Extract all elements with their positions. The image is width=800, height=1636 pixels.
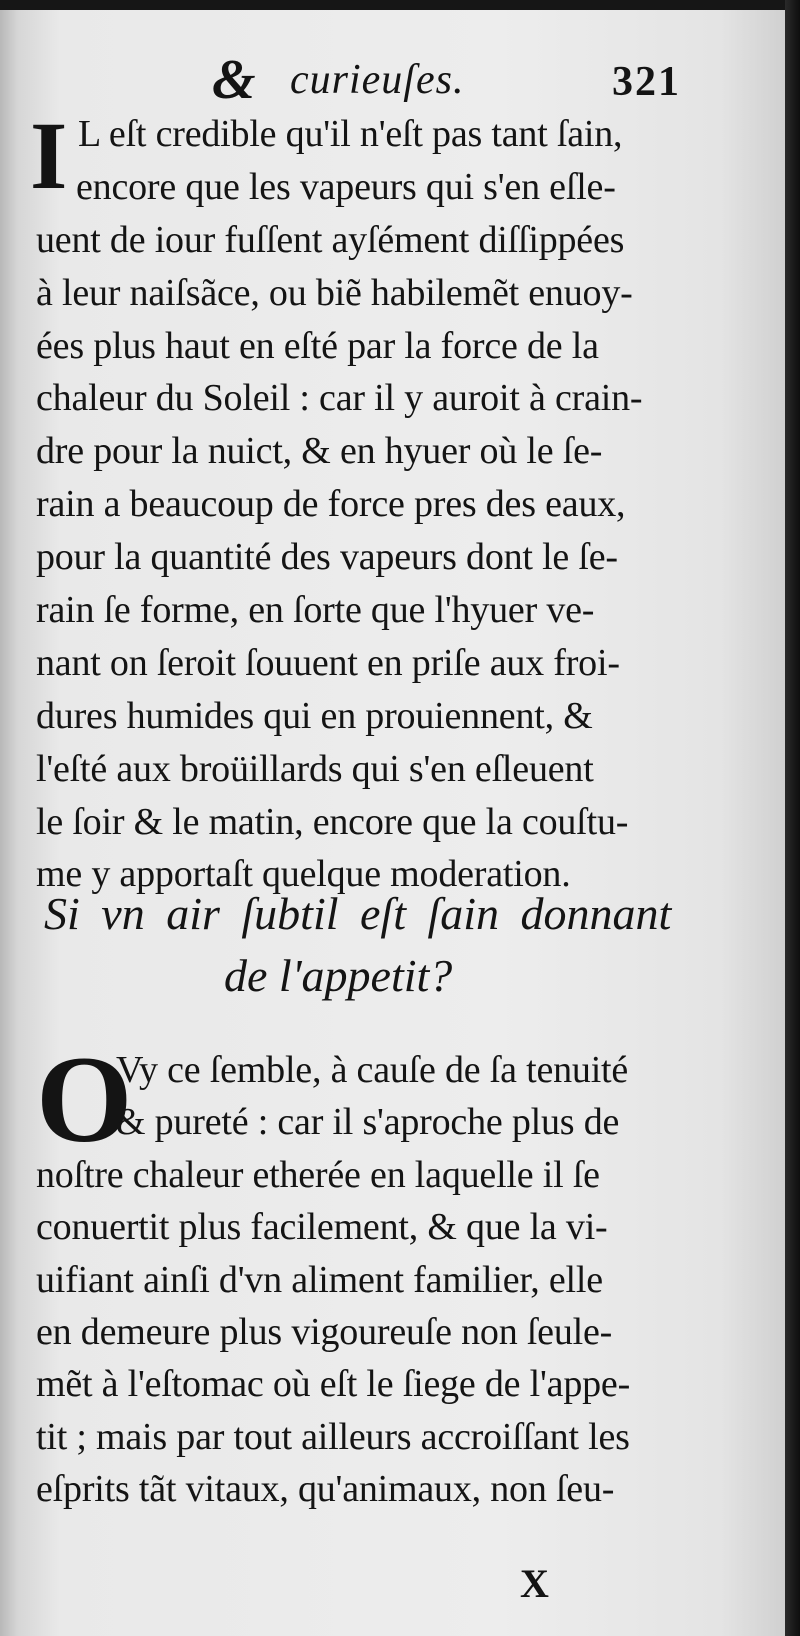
text-line: uent de iour fuſſent ayſément diſſippées — [36, 218, 625, 261]
text-line: mẽt à l'eſtomac où eſt le ſiege de l'appe- — [36, 1363, 631, 1406]
text-line: conuertit plus facilement, & que la vi- — [36, 1206, 608, 1249]
text-line: dre pour la nuict, & en hyuer où le ſe- — [36, 430, 603, 473]
text-line: rain a beaucoup de force pres des eaux, — [36, 483, 626, 526]
text-line: me y apportaſt quelque moderation. — [36, 853, 571, 896]
scan-top-border — [0, 0, 800, 10]
scan-right-border — [785, 0, 800, 1636]
signature-mark: X — [520, 1561, 549, 1606]
text-line: Vy ce ſemble, à cauſe de ſa tenuité — [116, 1049, 629, 1091]
text-line: le ſoir & le matin, encore que la couſtu- — [36, 800, 629, 843]
section-heading-line: Si vn air ſubtil eſt ſain donnant — [44, 888, 672, 939]
page-number: 321 — [612, 59, 681, 105]
text-line: uifiant ainſi d'vn aliment familier, elle — [36, 1258, 603, 1301]
section-heading-line: de l'appetit? — [224, 950, 453, 1001]
text-line: l'eſté aux broüillards qui s'en eſleuent — [36, 747, 594, 790]
page-header — [0, 50, 785, 110]
text-line: pour la quantité des vapeurs dont le ſe- — [36, 536, 618, 579]
section-heading — [44, 890, 724, 1000]
text-line: en demeure plus vigoureuſe non ſeule- — [36, 1310, 613, 1353]
text-line: tit ; mais par tout ailleurs accroiſſant les — [36, 1415, 630, 1458]
running-title: curieuſes. — [290, 57, 465, 103]
text-line: à leur naiſsãce, ou biẽ habilemẽt enuoy- — [36, 271, 633, 314]
paragraph-1 — [36, 108, 686, 901]
text-line: chaleur du Soleil : car il y auroit à crain- — [36, 377, 643, 420]
text-line: encore que les vapeurs qui s'en eſle- — [76, 165, 616, 208]
drop-cap-o: O — [36, 1031, 133, 1168]
text-line: L eſt credible qu'il n'eſt pas tant ſain, — [78, 113, 623, 155]
text-line: dures humides qui en prouiennent, & — [36, 694, 593, 737]
text-line: noſtre chaleur etherée en laquelle il ſe — [36, 1153, 600, 1196]
text-line: ées plus haut en eſté par la force de la — [36, 324, 599, 367]
text-line: & pureté : car il s'aproche plus de — [116, 1101, 620, 1144]
ampersand-ornament: & — [212, 49, 256, 111]
paragraph-2 — [36, 1031, 686, 1516]
text-line: rain ſe forme, en ſorte que l'hyuer ve- — [36, 589, 595, 632]
text-line: nant on ſeroit ſouuent en priſe aux froi- — [36, 641, 620, 684]
text-line: eſprits tãt vitaux, qu'animaux, non ſeu- — [36, 1468, 615, 1511]
drop-cap-i: I — [30, 102, 68, 209]
